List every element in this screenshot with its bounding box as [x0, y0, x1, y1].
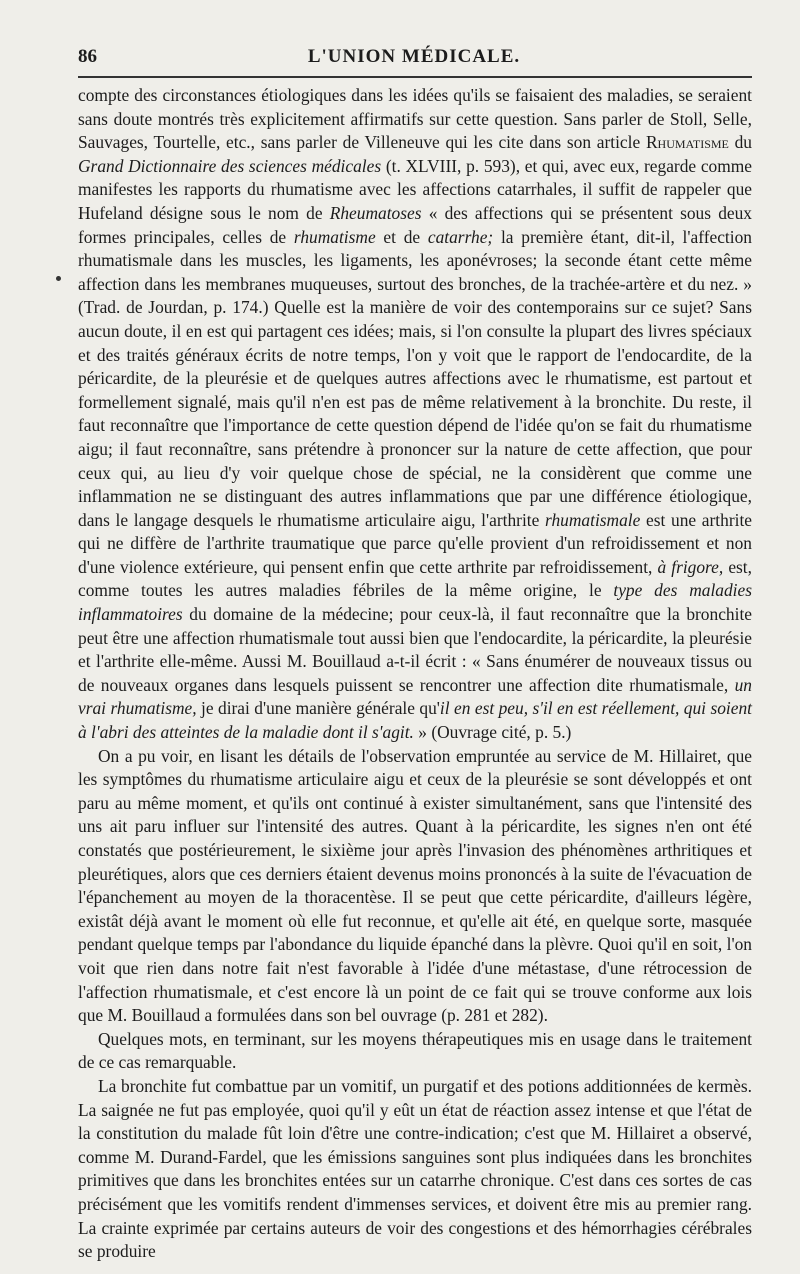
italic-text: rhumatisme [293, 226, 376, 247]
paragraph [78, 745, 752, 1028]
small-caps-text: Rhumatisme [645, 132, 729, 153]
text-run: » (Ouvrage cité, p. 5.) [413, 722, 572, 743]
italic-text: à frigore, [657, 556, 724, 577]
text-run: « des affections qui se présentent sous deux formes principales, celles de [78, 202, 752, 247]
text-run: je dirai d'une manière générale qu' [196, 698, 440, 719]
text-run: du domaine de la médecine; pour ceux-là, il faut reconnaître que la bronchite peut être une affection rhumatismale tout aussi bien que l'endocardite, la péricardite, la pleurésie et l'arthrite elle-même. Aussi M. Bouillaud a-t-il écrit : « Sans énumérer de nouveaux tissus ou de nouveaux organes dans lesquels puissent se rencontrer une affection dite rhumatismale, [78, 604, 752, 695]
text-run: Quelques mots, en terminant, sur les moyens thérapeutiques mis en usage dans le traitement de ce cas remarquable. [78, 1028, 752, 1073]
text-run: (t. XLVIII, p. 593), et qui, avec eux, regarde comme manifestes les rapports du rhumatisme avec les affections catarrhales, il suffit de rappeler que Hufeland désigne sous le nom de [78, 155, 753, 223]
italic-text: il en est peu, s'il en est réellement, qui soient à l'abri des atteintes de la maladie dont il s'agit. [78, 698, 752, 743]
text-run: est, comme toutes les autres maladies fébriles de la même origine, le [78, 556, 752, 601]
italic-text: un vrai rhumatisme, [78, 674, 752, 719]
margin-dot [56, 276, 61, 281]
text-run: On a pu voir, en lisant les détails de l'observation empruntée au service de M. Hillairet, que les symptômes du rhumatisme articulaire aigu et ceux de la pleurésie se sont développés et ont paru au même moment, et qu'ils ont continué à exister simultanément, sans que l'intensité des uns ait paru influer sur l'intensité des autres. Quant à la péricardite, les signes n'en ont été constatés que postérieurement, le sixième jour après l'invasion des phénomènes arthritiques et pleurétiques, alors que ces derniers étaient devenus moins prononcés à la suite de l'évacuation de l'épanchement au moyen de la thoracentèse. Il se peut que cette péricardite, d'ailleurs légère, existât déjà avant le moment où elle fut reconnue, et qu'elle ait été, en quelque sorte, masquée pendant quelque temps par l'abondance du liquide épanché dans la plèvre. Quoi qu'il en soit, l'on voit que rien dans notre fait n'est favorable à l'idée d'une métastase, d'une rétrocession de l'affection rhumatismale, et c'est encore là un point de ce fait qui se trouve conforme aux lois que M. Bouillaud a formulées dans son bel ouvrage (p. 281 et 282). [78, 745, 752, 1026]
text-run: La bronchite fut combattue par un vomitif, un purgatif et des potions additionnées de kermès. La saignée ne fut pas employée, quoi qu'il y eût un état de réaction assez intense et que l'état de la constitution du malade fût loin d'être une contre-indication; c'est que M. Hillairet a observé, comme M. Durand-Fardel, que les émissions sanguines sont plus indiquées dans les bronchites primitives que dans les bronchites entées sur un catarrhe chronique. C'est dans ces sortes de cas précisément que les vomitifs rendent d'immenses services, et doivent être mis au premier rang. La crainte exprimée par certains auteurs de voir des congestions et des hémorrhagies cérébrales se produire [78, 1075, 752, 1262]
text-run: et de [375, 226, 428, 247]
text-run: est une arthrite qui ne diffère de l'arthrite traumatique que parce qu'elle provient d'un refroidissement et non d'une violence extérieure, qui pensent enfin que cette arthrite par refroidissement, [78, 509, 753, 577]
italic-text: rhumatismale [545, 509, 641, 530]
text-run: du [728, 132, 752, 153]
paragraph [78, 1075, 752, 1264]
page-header [78, 44, 750, 74]
running-title: L'UNION MÉDICALE. [307, 46, 521, 67]
paragraph [78, 1028, 752, 1075]
italic-text: Rheumatoses [329, 202, 422, 223]
italic-text: Grand Dictionnaire des sciences médicales [78, 155, 382, 176]
italic-text: type des maladies inflammatoires [78, 580, 752, 625]
italic-text: catarrhe; [427, 226, 494, 247]
text-run: compte des circonstances étiologiques dans les idées qu'ils se faisaient des maladies, se seraient sans doute montrés très explicitement affirmatifs sur cette question. Sans parler de Stoll, Selle, Sauvages, Tourtelle, etc., sans parler de Villeneuve qui les cite dans son article [78, 85, 752, 153]
body-text [78, 84, 752, 1264]
paragraph [78, 84, 752, 745]
header-rule [78, 76, 752, 78]
text-run: la première étant, dit-il, l'affection rhumatismale dans les muscles, les ligaments, les aponévroses; la seconde étant cette même affection dans les membranes muqueuses, surtout des bronches, de la trachée-artère et du nez. » (Trad. de Jourdan, p. 174.) Quelle est la manière de voir des contemporains sur ce sujet? Sans aucun doute, il en est qui partagent ces idées; mais, si l'on consulte la plupart des livres spéciaux et des traités généraux écrits de notre temps, l'on y voit que le rapport de l'endocardite, de la péricardite, de la pleurésie et de quelques autres affections avec le rhumatisme, est partout et formellement signalé, mais qu'il n'en est pas de même relativement à la bronchite. Du reste, il faut reconnaître que l'importance de cette question dépend de l'idée qu'on se fait du rhumatisme aigu; il faut reconnaître, sans prétendre à prononcer sur la nature de cette affection, que pour ceux qui, au lieu d'y voir quelque chose de spécial, ne la considèrent que comme une inflammation ne se distinguant des autres inflammations que par une différence étiologique, dans le langage desquels le rhumatisme articulaire aigu, l'arthrite [78, 226, 752, 530]
page-number: 86 [78, 46, 97, 67]
